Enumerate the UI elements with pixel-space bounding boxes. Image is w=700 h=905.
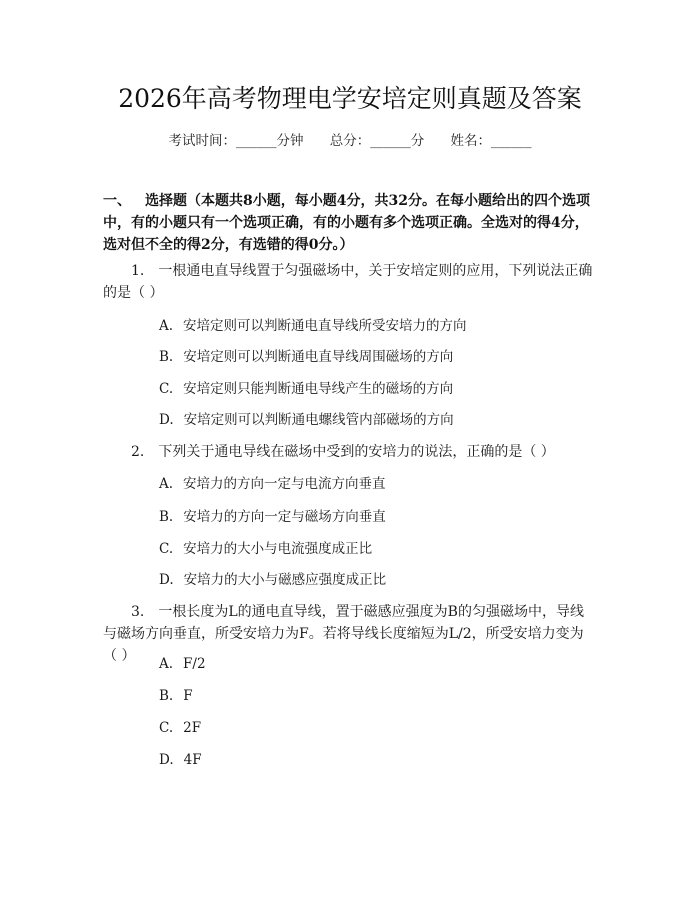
option-text: 安培定则可以判断通电直导线周围磁场的方向 [183, 349, 454, 365]
option-text: 安培力的方向一定与磁场方向垂直 [183, 509, 386, 525]
section-heading [103, 190, 597, 256]
option-text: 安培定则可以判断通电直导线所受安培力的方向 [183, 318, 467, 334]
option-letter: A. [159, 476, 174, 492]
question-1 [103, 260, 597, 304]
option-letter: C. [159, 381, 174, 397]
page-title: 2026年高考物理电学安培定则真题及答案 [118, 84, 582, 113]
question-text: 一根通电直导线置于匀强磁场中，关于安培定则的应用，下列说法正确的是（ ） [103, 263, 593, 301]
question-2-option-d [159, 570, 599, 590]
option-text: 安培定则可以判断通电螺线管内部磁场的方向 [183, 412, 454, 428]
option-text: 2F [183, 720, 202, 736]
option-letter: B. [159, 509, 174, 525]
question-number: 2. [131, 444, 145, 460]
question-number: 3. [131, 604, 145, 620]
question-2 [103, 441, 597, 463]
option-text: F/2 [183, 656, 206, 672]
option-letter: D. [159, 572, 174, 588]
section-instructions: 选择题（本题共8小题，每小题4分，共32分。在每小题给出的四个选项中，有的小题只有一个选项正确，有的小题有多个选项正确。全选对的得4分，选对但不全的得2分，有选错的得0分。） [103, 193, 590, 253]
option-letter: A. [159, 656, 174, 672]
question-2-option-a [159, 474, 599, 494]
option-text: 4F [183, 752, 202, 768]
question-2-option-c [159, 539, 599, 559]
question-3-option-d [159, 750, 599, 770]
option-letter: D. [159, 412, 174, 428]
question-text: 下列关于通电导线在磁场中受到的安培力的说法，正确的是（ ） [158, 444, 555, 460]
question-text: 一根长度为L的通电直导线，置于磁感应强度为B的匀强磁场中，导线与磁场方向垂直，所受安培力为F。若将导线长度缩短为L/2，所受安培力变为（ ） [103, 604, 584, 664]
option-text: 安培力的大小与磁感应强度成正比 [183, 572, 387, 588]
question-3-option-c [159, 718, 599, 738]
option-letter: C. [159, 541, 174, 557]
question-3-option-a [159, 654, 599, 674]
option-letter: D. [159, 752, 174, 768]
section-number: 一、 [103, 193, 131, 209]
option-letter: C. [159, 720, 174, 736]
option-text: 安培定则只能判断通电导线产生的磁场的方向 [183, 381, 454, 397]
question-1-option-a [159, 316, 599, 336]
option-letter: B. [159, 349, 174, 365]
exam-time-field: 考试时间：______分钟 [168, 133, 304, 149]
question-1-option-d [159, 410, 599, 430]
exam-info-line [0, 131, 700, 151]
option-text: 安培力的方向一定与电流方向垂直 [183, 476, 386, 492]
question-3-option-b [159, 686, 599, 706]
student-name-field: 姓名：______ [450, 133, 532, 149]
option-text: 安培力的大小与电流强度成正比 [183, 541, 373, 557]
total-score-field: 总分：______分 [329, 133, 425, 149]
question-1-option-b [159, 347, 599, 367]
question-number: 1. [131, 263, 145, 279]
option-letter: B. [159, 688, 174, 704]
question-2-option-b [159, 507, 599, 527]
option-text: F [183, 688, 193, 704]
option-letter: A. [159, 318, 174, 334]
question-1-option-c [159, 379, 599, 399]
